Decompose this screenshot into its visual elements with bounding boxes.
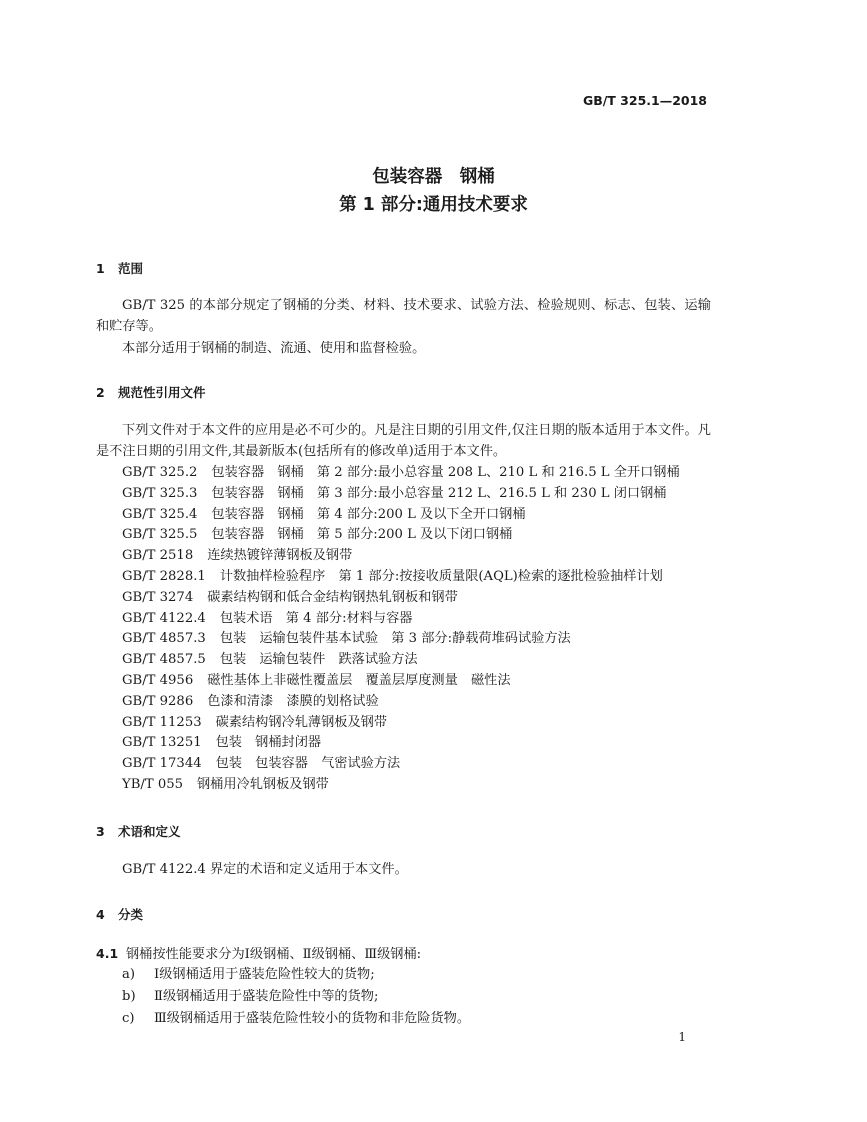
section-number: 2 (96, 385, 105, 400)
list-item (122, 1008, 470, 1030)
reference-code: GB/T 325.4 (122, 506, 198, 522)
section-heading-normative-references (96, 383, 206, 401)
reference-title: 连续热镀锌薄钢板及钢带 (207, 548, 353, 564)
standard-number: GB/T 325.1—2018 (582, 93, 707, 108)
scope-paragraph: GB/T 325 的本部分规定了钢桶的分类、材料、技术要求、试验方法、检验规则、标志、包装、运输和贮存等。 (96, 298, 711, 334)
item-text: Ⅲ级钢桶适用于盛装危险性较小的货物和非危险货物。 (154, 1011, 471, 1026)
section-heading-classification (96, 905, 143, 923)
list-item (122, 775, 680, 796)
document-subtitle: 第 1 部分:通用技术要求 (339, 195, 528, 215)
list-item (122, 986, 470, 1008)
reference-title: 包装 包装容器 气密试验方法 (215, 756, 401, 772)
reference-code: GB/T 3274 (122, 589, 194, 605)
clause-4-1 (96, 944, 421, 965)
section-number: 4 (96, 907, 105, 922)
reference-title: 包装 运输包装件 跌落试验方法 (219, 652, 418, 668)
list-item (122, 546, 680, 567)
reference-code: GB/T 13251 (122, 735, 202, 751)
reference-code: GB/T 325.2 (122, 465, 198, 480)
page-number: 1 (678, 1030, 686, 1044)
reference-title: 包装容器 钢桶 第 3 部分:最小总容量 212 L、216.5 L 和 230 L 闭口钢桶 (211, 485, 667, 501)
scope-applicability-paragraph: 本部分适用于钢桶的制造、流通、使用和监督检验。 (122, 341, 426, 356)
list-item (122, 484, 680, 505)
reference-code: GB/T 2828.1 (122, 568, 206, 584)
list-item (122, 588, 680, 609)
reference-code: GB/T 9286 (122, 693, 194, 709)
list-item (122, 525, 680, 546)
reference-code: GB/T 4122.4 (122, 610, 206, 626)
list-item (122, 733, 680, 754)
reference-title: 计数抽样检验程序 第 1 部分:按接收质量限(AQL)检索的逐批检验抽样计划 (219, 568, 663, 584)
reference-title: 钢桶用冷轧钢板及钢带 (197, 776, 329, 792)
section-heading-terms (96, 822, 181, 840)
section-number: 1 (96, 261, 105, 276)
list-item (122, 629, 680, 650)
reference-code: YB/T 055 (122, 776, 183, 792)
list-item (122, 754, 680, 775)
section-title: 分类 (118, 907, 144, 922)
section-title: 术语和定义 (118, 824, 181, 839)
item-text: Ⅱ级钢桶适用于盛装危险性中等的货物; (154, 989, 379, 1004)
reference-title: 色漆和清漆 漆膜的划格试验 (207, 693, 379, 709)
section-heading-scope (96, 259, 143, 277)
classification-list (122, 964, 470, 1030)
item-marker: b) (122, 989, 136, 1004)
section-title: 范围 (118, 261, 144, 276)
list-item (122, 671, 680, 692)
terms-paragraph: GB/T 4122.4 界定的术语和定义适用于本文件。 (122, 862, 408, 877)
item-marker: a) (122, 967, 136, 982)
reference-code: GB/T 4956 (122, 672, 194, 688)
clause-text: 钢桶按性能要求分为Ⅰ级钢桶、Ⅱ级钢桶、Ⅲ级钢桶: (126, 947, 422, 962)
list-item (122, 463, 680, 484)
reference-code: GB/T 2518 (122, 548, 194, 564)
section-title: 规范性引用文件 (118, 385, 206, 400)
item-marker: c) (122, 1011, 135, 1026)
list-item (122, 713, 680, 734)
list-item (122, 609, 680, 630)
list-item (122, 567, 680, 588)
references-intro-paragraph: 下列文件对于本文件的应用是必不可少的。凡是注日期的引用文件,仅注日期的版本适用于本文件。凡是不注日期的引用文件,其最新版本(包括所有的修改单)适用于本文件。 (96, 423, 711, 459)
reference-title: 碳素结构钢冷轧薄钢板及钢带 (215, 714, 388, 730)
item-text: Ⅰ级钢桶适用于盛装危险性较大的货物; (154, 967, 375, 982)
reference-code: GB/T 325.3 (122, 485, 198, 501)
reference-title: 包装容器 钢桶 第 5 部分:200 L 及以下闭口钢桶 (211, 527, 513, 543)
document-title: 包装容器 钢桶 (372, 167, 495, 187)
reference-code: GB/T 11253 (122, 714, 202, 730)
reference-list (122, 463, 680, 796)
reference-title: 磁性基体上非磁性覆盖层 覆盖层厚度测量 磁性法 (207, 672, 511, 688)
list-item (122, 964, 470, 986)
reference-code: GB/T 17344 (122, 756, 202, 772)
reference-code: GB/T 4857.5 (122, 652, 206, 668)
reference-title: 包装容器 钢桶 第 4 部分:200 L 及以下全开口钢桶 (211, 506, 526, 522)
clause-number: 4.1 (96, 946, 119, 961)
list-item (122, 650, 680, 671)
list-item (122, 505, 680, 526)
reference-title: 碳素结构钢和低合金结构钢热轧钢板和钢带 (207, 589, 458, 605)
reference-code: GB/T 4857.3 (122, 631, 206, 647)
reference-code: GB/T 325.5 (122, 527, 198, 543)
reference-title: 包装容器 钢桶 第 2 部分:最小总容量 208 L、210 L 和 216.5 L 全开口钢桶 (211, 465, 680, 480)
reference-title: 包装术语 第 4 部分:材料与容器 (219, 610, 413, 626)
reference-title: 包装 运输包装件基本试验 第 3 部分:静载荷堆码试验方法 (219, 631, 571, 647)
list-item (122, 692, 680, 713)
section-number: 3 (96, 824, 105, 839)
reference-title: 包装 钢桶封闭器 (215, 735, 322, 751)
